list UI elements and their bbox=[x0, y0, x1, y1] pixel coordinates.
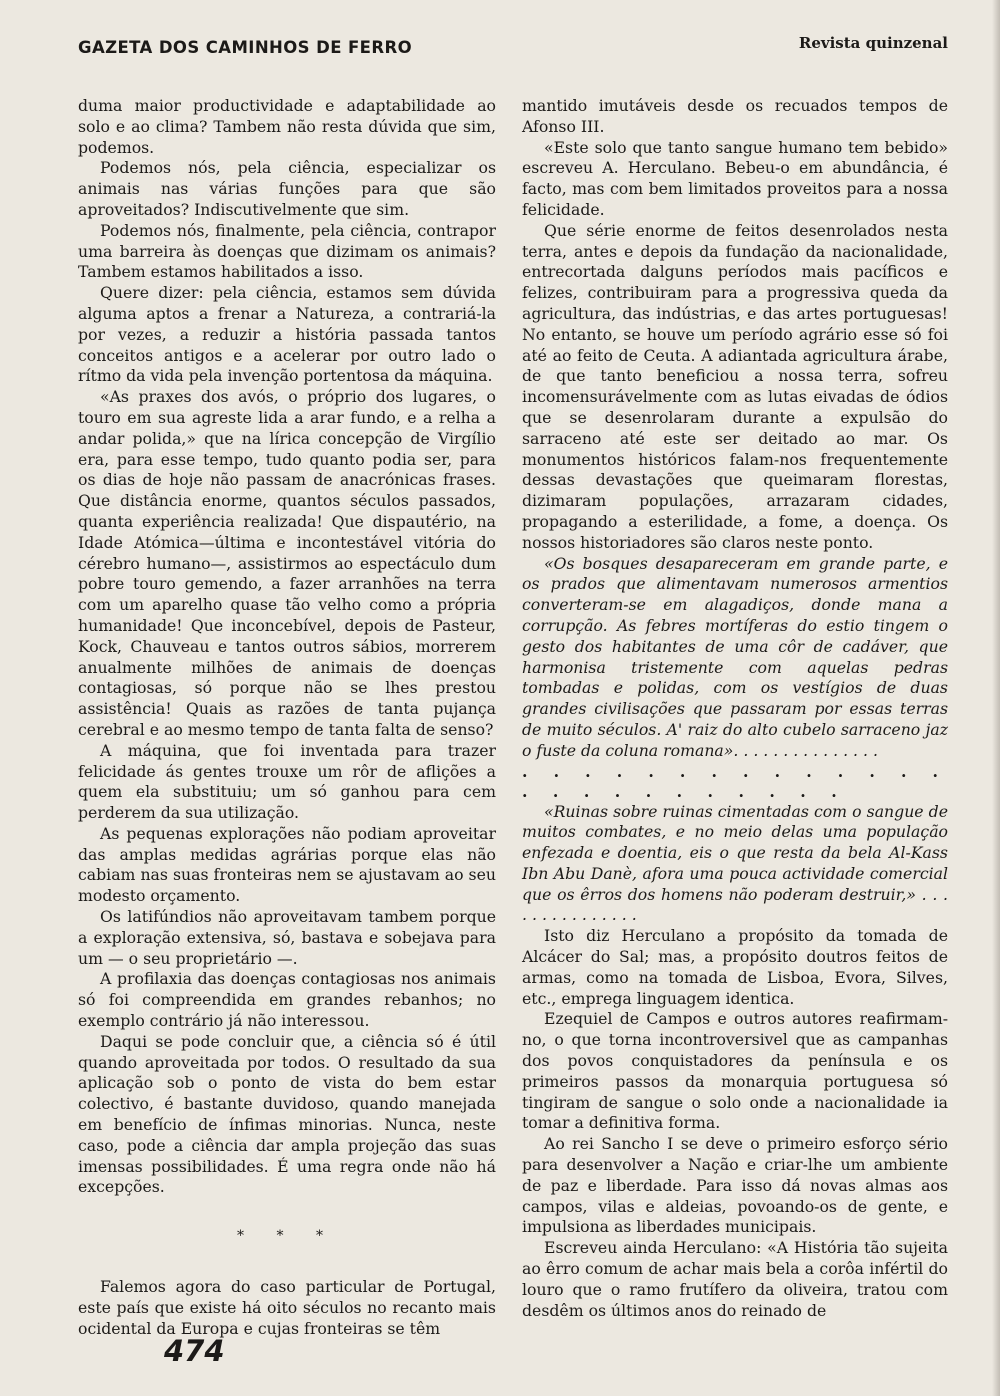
paragraph: Falemos agora do caso particular de Portugal, este país que existe há oito séculos no recanto mais ocidental da Europa e cujas fronteiras se têm bbox=[78, 1277, 496, 1338]
page-edge-shadow bbox=[992, 0, 1000, 1396]
section-separator: * * * bbox=[237, 1228, 337, 1245]
left-column bbox=[78, 96, 496, 1339]
running-header bbox=[78, 34, 948, 60]
paragraph: Podemos nós, pela ciência, especializar os animais nas várias funções para que são aproveitados? Indiscutivelmente que sim. bbox=[78, 158, 496, 219]
page-number: 474 bbox=[164, 1334, 225, 1368]
paragraph: «As praxes dos avós, o próprio dos lugares, o touro em sua agreste lida a arar fundo, e a relha a andar polida,» que na lírica concepção de Virgílio era, para esse tempo, tudo quanto podia ser, para os dias de hoje não passam de anacrónicas frases. Que distância enorme, quantos séculos passados, quanta experiência realizada! Que dispautério, na Idade Atómica—última e incontestável vitória do cérebro humano—, assistirmos ao espectáculo dum pobre touro gemendo, a fazer arranhões na terra com um aparelho quase tão velho como a própria humanidade! Que inconcebível, depois de Pasteur, Kock, Chauveau e tantos outros sábios, morrerem anualmente milhões de animais de doenças contagiosas, só porque não se lhes prestou assistência! Quais as razões de tanta pujança cerebral e ao mesmo tempo de tanta falta de senso? bbox=[78, 387, 496, 739]
paragraph: Quere dizer: pela ciência, estamos sem dúvida alguma aptos a frenar a Natureza, a contrariá-la por vezes, a reduzir a história passada tantos conceitos antigos e a acelerar por outro lado o rítmo da vida pela invenção portentosa da máquina. bbox=[78, 283, 496, 386]
paragraph: Daqui se pode concluir que, a ciência só é útil quando aproveitada por todos. O resultado da sua aplicação sob o ponto de vista do bem estar colectivo, é bastante duvidoso, quando manejada em benefício de ínfimas minorias. Nunca, neste caso, pode a ciência dar ampla projeção das suas imensas possibilidades. É uma regra onde não há excepções. bbox=[78, 1031, 496, 1197]
quoted-paragraph: «Os bosques desapareceram em grande parte, e os prados que alimentavam numerosos armentios converteram-se em alagadiços, donde mana a corrupção. As febres mortíferas do estio tingem o gesto dos habitantes de uma côr de cadáver, que harmonisa tristemente com aquelas pedras tombadas e polidas, com os vestígios de duas grandes civilisações que passaram por essas terras de muito séculos. A' raiz do alto cubelo sarraceno jaz o fuste da coluna romana». . . . . . . . . . . . . . . bbox=[522, 553, 948, 760]
paragraph: Isto diz Herculano a propósito da tomada de Alcácer do Sal; mas, a propósito doutros feitos de armas, como na tomada de Lisboa, Evora, Silves, etc., emprega linguagem identica. bbox=[522, 926, 948, 1008]
paragraph: A profilaxia das doenças contagiosas nos animais só foi compreendida em grandes rebanhos; no exemplo contrário já não interessou. bbox=[78, 969, 496, 1031]
paragraph: Que série enorme de feitos desenrolados nesta terra, antes e depois da fundação da nacionalidade, entrecortada dalguns períodos mais pacíficos e felizes, contribuiram para a progressiva queda da agricultura, das indústrias, e das artes portuguesas! No entanto, se houve um período agrário esse só foi até ao feito de Ceuta. A adiantada agricultura árabe, de que tanto beneficiou a nossa terra, sofreu incomensurávelmente com as lutas eivadas de ódios que se desenrolaram durante a expulsão do sarraceno até este ser deitado ao mar. Os monumentos históricos falam-nos frequentemente dessas devastações que queimaram florestas, dizimaram populações, arrazaram cidades, propagando a esterilidade, a fome, a doença. Os nossos historiadores são claros neste ponto. bbox=[522, 220, 948, 552]
quoted-paragraph: «Ruinas sobre ruinas cimentadas com o sangue de muitos combates, e no meio delas uma população enfezada e doentia, eis o que resta da bela Al-Kass Ibn Abu Danè, afora uma pouca actividade comercial que os êrros dos homens não poderam destruir,» . . . . . . . . . . . . . . . bbox=[522, 801, 948, 925]
paragraph: Ao rei Sancho I se deve o primeiro esforço sério para desenvolver a Nação e criar-lhe um ambiente de paz e liberdade. Para isso dá novas almas aos campos, vilas e aldeias, povoando-os de gente, e impulsiona as liberdades municipais. bbox=[522, 1134, 948, 1237]
journal-title: GAZETA DOS CAMINHOS DE FERRO bbox=[78, 38, 412, 57]
paragraph: A máquina, que foi inventada para trazer felicidade ás gentes trouxe um rôr de aflições a quem ela substituiu; um só ganhou para cem perderem da sua utilização. bbox=[78, 740, 496, 823]
paragraph: Escreveu ainda Herculano: «A História tão sujeita ao êrro comum de achar mais bela a corôa infértil do louro que o ramo frutífero da oliveira, tratou com desdêm os últimos anos do reinado de bbox=[522, 1238, 948, 1320]
paragraph: Ezequiel de Campos e outros autores reafirmam-no, o que torna incontroversivel que as campanhas dos povos conquistadores da península e os primeiros passos da monarquia portuguesa só tingiram de sangue o solo onde a nacionalidade ia tomar a definitiva forma. bbox=[522, 1009, 948, 1133]
paragraph: mantido imutáveis desde os recuados tempos de Afonso III. bbox=[522, 96, 948, 136]
journal-subtitle: Revista quinzenal bbox=[798, 34, 948, 52]
paragraph: Podemos nós, finalmente, pela ciência, contrapor uma barreira às doenças que dizimam os animais? Tambem estamos habilitados a isso. bbox=[78, 220, 496, 282]
paragraph: duma maior productividade e adaptabilidade ao solo e ao clima? Tambem não resta dúvida que sim, podemos. bbox=[78, 96, 496, 157]
paragraph: As pequenas explorações não podiam aproveitar das amplas medidas agrárias porque elas não cabiam nas suas fronteiras nem se ajustavam ao seu modesto orçamento. bbox=[78, 823, 496, 906]
paragraph: Os latifúndios não aproveitavam tambem porque a exploração extensiva, só, bastava e sobejava para um — o seu proprietário —. bbox=[78, 907, 496, 968]
ellipsis-line: . . . . . . . . . . . . . . . . . . . . . . . . . bbox=[522, 761, 948, 801]
right-column bbox=[522, 96, 948, 1321]
paragraph: «Este solo que tanto sangue humano tem bebido» escreveu A. Herculano. Bebeu-o em abundância, é facto, mas com bem limitados proveitos para a nossa felicidade. bbox=[522, 137, 948, 219]
